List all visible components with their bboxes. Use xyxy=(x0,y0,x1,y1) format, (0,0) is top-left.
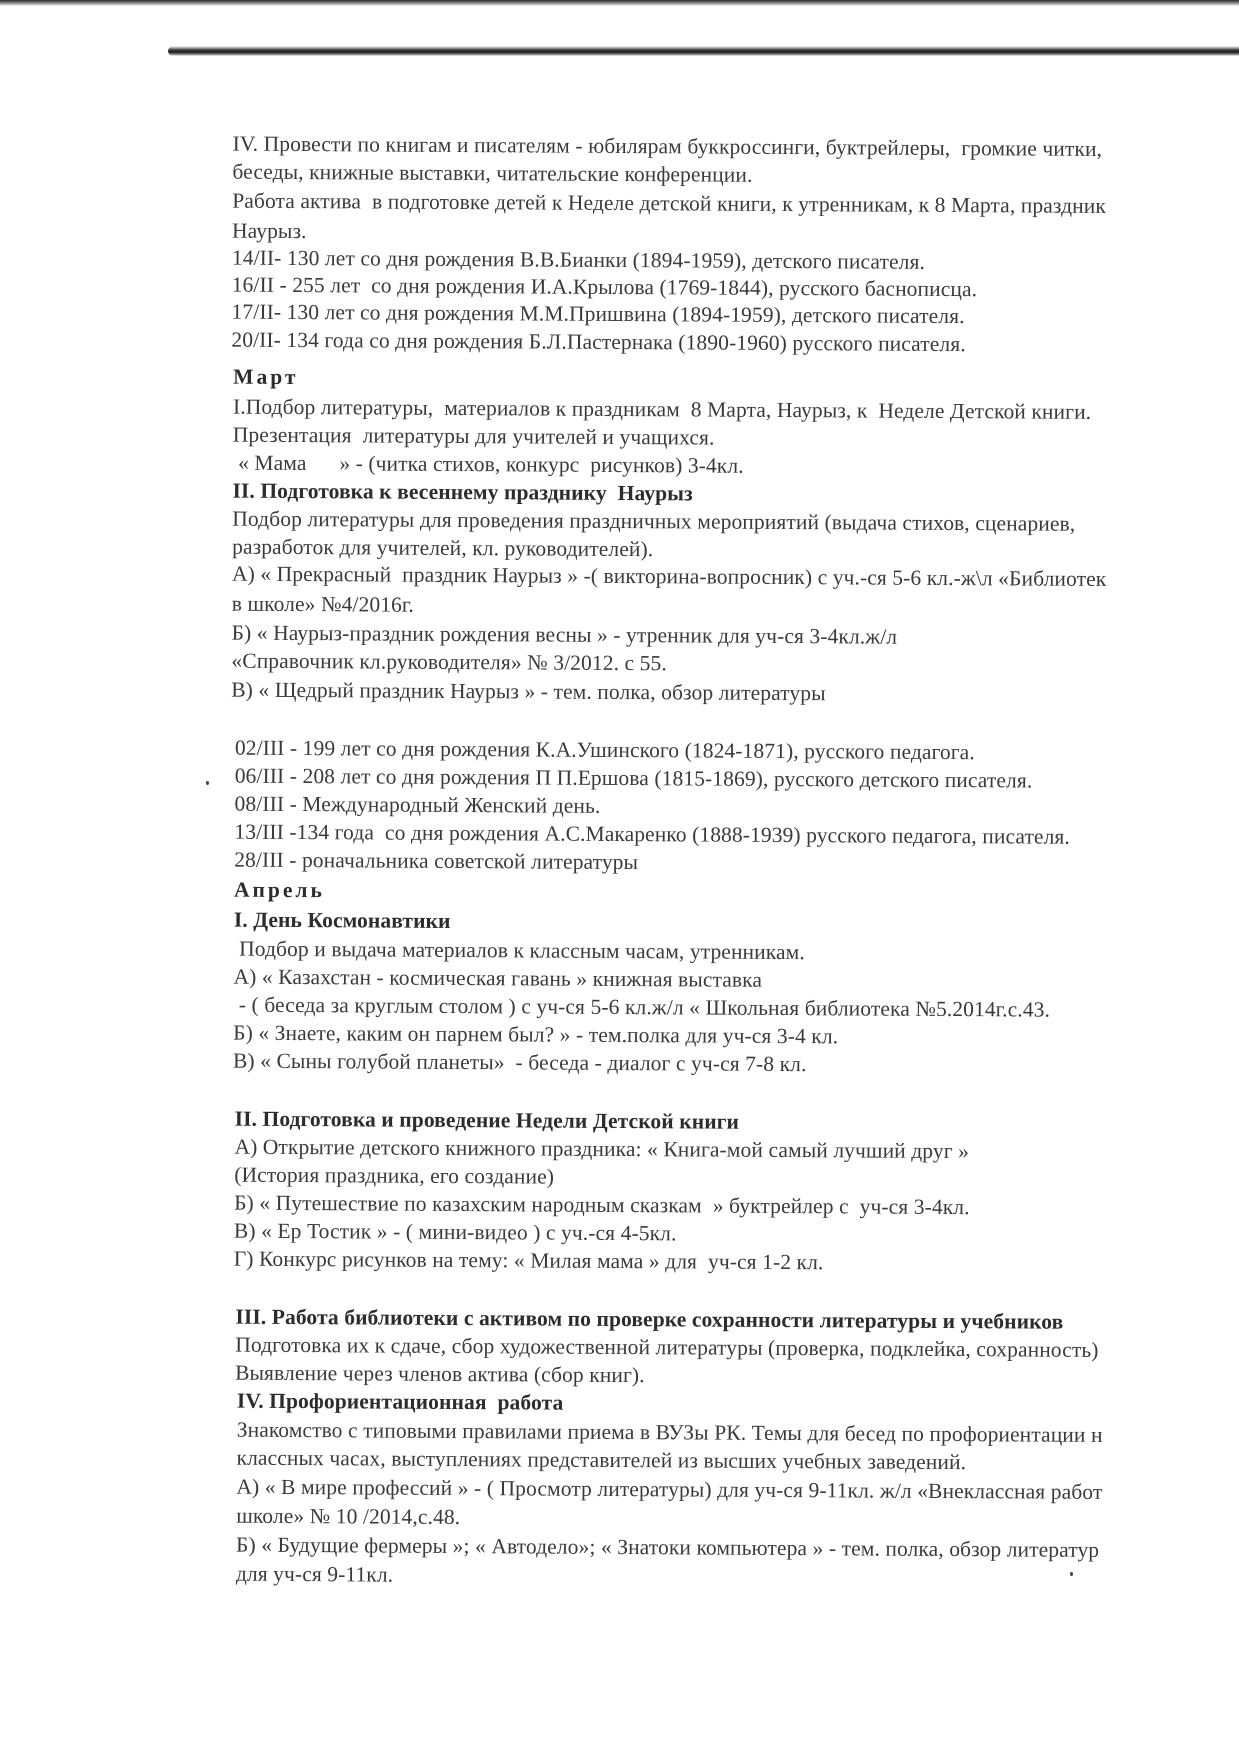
text-line: беседы, книжные выставки, читательские конференции. xyxy=(232,159,753,187)
text-line: Б) « Будущие фермеры »; « Автодело»; « Знатоки компьютера » - тем. полка, обзор литератур xyxy=(235,1532,1100,1562)
text-line: Презентация литературы для учителей и учащихся. xyxy=(232,422,715,450)
section-heading: II. Подготовка и проведение Недели Детской книги xyxy=(234,1106,740,1134)
text-line: - ( беседа за круглым столом ) с уч-ся 5-6 кл.ж/л « Школьная библиотека №5.2014г.с.43. xyxy=(233,992,1051,1022)
text-line: Б) « Знаете, каким он парнем был? » - тем.полка для уч-ся 3-4 кл. xyxy=(233,1020,839,1049)
text-line: классных часах, выступлениях представителей из высших учебных заведений. xyxy=(236,1445,967,1475)
text-line: 06/III - 208 лет со дня рождения П П.Ершова (1815-1869), русского детского писателя. xyxy=(234,763,1033,793)
text-line: 13/III -134 года со дня рождения А.С.Макаренко (1888-1939) русского педагога, писателя. xyxy=(234,819,1070,849)
text-line: 28/III - роначальника советской литературы xyxy=(234,847,639,875)
section-heading: II. Подготовка к весеннему празднику Наурыз xyxy=(232,478,693,506)
text-line: Г) Конкурс рисунков на тему: « Милая мама » для уч-ся 1-2 кл. xyxy=(233,1246,824,1275)
text-line: А) « В мире профессий » - ( Просмотр литературы) для уч-ся 9-11кл. ж/л «Внеклассная работ xyxy=(236,1474,1103,1504)
text-line: Б) « Путешествие по казахским народным сказкам » буктрейлер с уч-ся 3-4кл. xyxy=(234,1190,970,1220)
text-line: в школе» №4/2016г. xyxy=(231,591,414,617)
text-line: В) « Сыны голубой планеты» - беседа - диалог с уч-ся 7-8 кл. xyxy=(232,1048,807,1077)
text-line: Выявление через членов актива (сбор книг). xyxy=(235,1360,645,1388)
section-heading: IV. Профориентационная работа xyxy=(236,1388,564,1415)
text-line: Б) « Наурыз-праздник рождения весны » - утренник для уч-ся 3-4кл.ж/л xyxy=(231,620,898,649)
text-line: А) « Прекрасный праздник Наурыз » -( викторина-вопросник) с уч.-ся 5-6 кл.-ж\л «Библиотек xyxy=(231,561,1107,591)
text-line: А) Открытие детского книжного праздника: « Книга-мой самый лучший друг » xyxy=(234,1134,970,1164)
text-line: 08/III - Международный Женский день. xyxy=(234,791,601,818)
text-line: Работа актива в подготовке детей к Неделе детской книги, к утренникам, к 8 Марта, праздник xyxy=(232,188,1106,218)
text-line: IV. Провести по книгам и писателям - юбилярам буккроссинги, буктрейлеры, громкие читки, xyxy=(232,131,1103,161)
text-line: 16/II - 255 лет со дня рождения И.А.Крылова (1769-1844), русского баснописца. xyxy=(231,272,978,302)
text-line: разработок для учителей, кл. руководителей). xyxy=(232,534,654,562)
section-heading: Март xyxy=(233,364,299,390)
text-line: Подготовка их к сдаче, сбор художественной литературы (проверка, подклейка, сохранность) xyxy=(235,1332,1099,1362)
text-line: 20/II- 134 года со дня рождения Б.Л.Пастернака (1890-1960) русского писателя. xyxy=(231,327,966,357)
scan-speck xyxy=(1070,1572,1073,1576)
text-line: В) « Ер Тостик » - ( мини-видео ) с уч.-ся 4-5кл. xyxy=(233,1218,677,1246)
section-heading: I. День Космонавтики xyxy=(233,907,451,933)
text-line: для уч-ся 9-11кл. xyxy=(235,1561,394,1587)
text-line: (История праздника, его создание) xyxy=(234,1162,555,1189)
section-heading: Апрель xyxy=(233,877,325,903)
scan-speck xyxy=(206,781,209,785)
text-line: 17/II- 130 лет со дня рождения М.М.Пришвина (1894-1959), детского писателя. xyxy=(231,299,965,329)
text-line: 02/III - 199 лет со дня рождения К.А.Ушинского (1824-1871), русского педагога. xyxy=(234,735,975,765)
text-line: В) « Щедрый праздник Наурыз » - тем. полка, обзор литературы xyxy=(231,677,826,706)
text-line: Наурыз. xyxy=(232,218,307,244)
text-line: 14/II- 130 лет со дня рождения В.В.Бианки (1894-1959), детского писателя. xyxy=(231,245,926,274)
text-line: « Мама » - (читка стихов, конкурс рисунков) 3-4кл. xyxy=(232,450,744,478)
text-line: Подбор литературы для проведения праздничных мероприятий (выдача стихов, сценариев, xyxy=(232,506,1076,536)
text-line: I.Подбор литературы, материалов к праздникам 8 Марта, Наурыз, к Неделе Детской книги. xyxy=(232,394,1092,424)
text-line: Подбор и выдача материалов к классным часам, утренникам. xyxy=(233,936,805,965)
section-heading: III. Работа библиотеки с активом по проверке сохранности литературы и учебников xyxy=(235,1304,1064,1334)
text-line: А) « Казахстан - космическая гавань » книжная выставка xyxy=(233,964,763,992)
text-line: Знакомство с типовыми правилами приема в ВУЗы РК. Темы для бесед по профориентации н xyxy=(236,1417,1103,1447)
text-line: школе» № 10 /2014,с.48. xyxy=(236,1503,461,1530)
text-line: «Справочник кл.руководителя» № 3/2012. с 55. xyxy=(231,648,667,676)
